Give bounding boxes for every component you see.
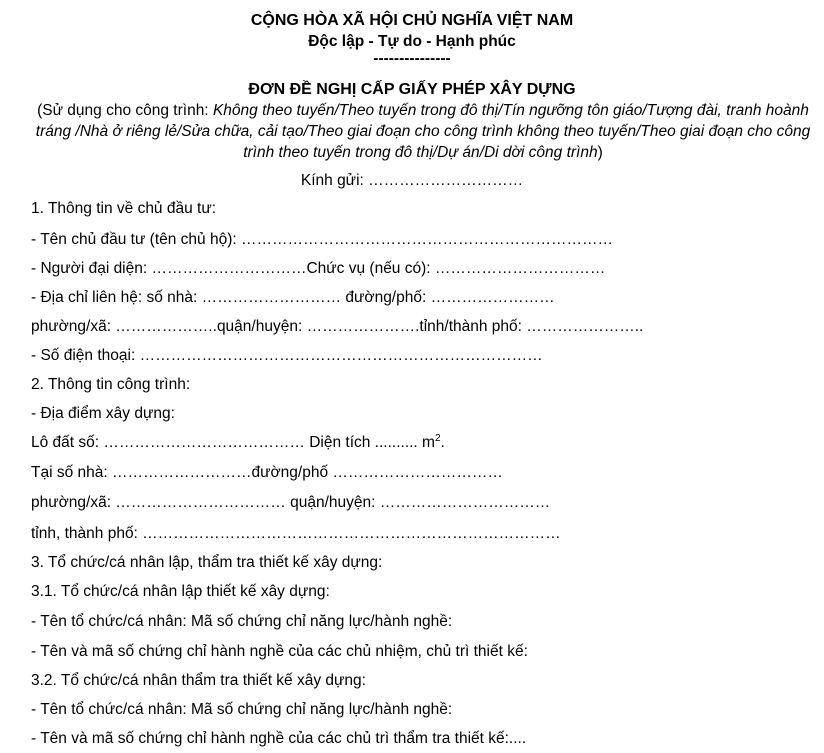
section3-title: 3. Tổ chức/cá nhân lập, thẩm tra thiết kế xây dựng: [31,554,383,571]
header-divider: --------------- [373,50,451,67]
site-district-field: quận/huyện: …………………………… [290,494,551,511]
lot-area-row [31,433,445,453]
national-motto: Độc lập - Tự do - Hạnh phúc [308,33,516,50]
usage-project-types: Không theo tuyến/Theo tuyến trong đô thị/Tín ngưỡng tôn giáo/Tượng đài, tranh hoành tráng /Nhà ở riêng lẻ/Sửa chữa, cải tạo/Theo giai đoạn cho công trình không theo tuyến/Theo giai đoạn cho công trình theo tuyến trong đô thị/Dự án/Di dời công trình [35,102,811,161]
lot-number-field: Lô đất số: ………………………………… [31,434,305,451]
position-field: Chức vụ (nếu có): …………………………… [306,260,606,277]
site-province-field: tỉnh, thành phố: ……………………………………………………………………… [31,525,561,542]
section1-title: 1. Thông tin về chủ đầu tư: [31,200,217,217]
area-unit-superscript: 2 [434,432,441,444]
site-ward-field: phường/xã: …………………………… [31,494,286,511]
ward-field: phường/xã: ……………….. [31,318,217,335]
representative-row [31,259,605,279]
section3-1-title: 3.1. Tổ chức/cá nhân lập thiết kế xây dựng: [31,583,330,600]
phone-field: - Số điện thoại: …………………………………………………………………… [31,347,543,364]
designer-org-field: - Tên tổ chức/cá nhân: Mã số chứng chỉ năng lực/hành nghề: [31,613,453,630]
section2-title: 2. Thông tin công trình: [31,376,191,393]
design-heads-field: - Tên và mã số chứng chỉ hành nghề của các chủ nhiệm, chủ trì thiết kế: [31,643,528,660]
province-field: tỉnh/thành phố: ………………….. [419,318,644,335]
house-number-field: - Địa chỉ liên hệ: số nhà: ……………………… [31,289,342,306]
representative-field: - Người đại diện: ………………………… [31,260,307,277]
owner-name-field: - Tên chủ đầu tư (tên chủ hộ): ……………………………………………………………… [31,231,613,248]
country-name-heading: CỘNG HÒA XÃ HỘI CHỦ NGHĨA VIỆT NAM [250,12,574,29]
recipient-line: Kính gửi: ………………………… [300,172,524,189]
construction-location-label: - Địa điểm xây dựng: [31,405,175,422]
usage-suffix: ) [597,144,603,161]
form-title: ĐƠN ĐỀ NGHỊ CẤP GIẤY PHÉP XÂY DỰNG [248,81,576,98]
site-address-row [31,463,503,483]
site-area-row [31,493,550,513]
usage-note [28,100,818,163]
street-field: đường/phố: …………………… [345,289,555,306]
usage-prefix: (Sử dụng cho công trình: [37,102,213,119]
section3-2-title: 3.2. Tổ chức/cá nhân thẩm tra thiết kế xây dựng: [31,672,366,689]
area-end: . [440,434,445,451]
review-heads-field: - Tên và mã số chứng chỉ hành nghề của các chủ trì thẩm tra thiết kế:.... [31,730,527,747]
address-row [31,288,555,308]
area-field: Diện tích .......... m [309,434,435,451]
site-house-number-field: Tại số nhà: ……………………… [31,464,252,481]
site-street-field: đường/phố …………………………… [251,464,503,481]
address-area-row [31,317,643,337]
district-field: quận/huyện: …………………. [216,318,420,335]
reviewer-org-field: - Tên tổ chức/cá nhân: Mã số chứng chỉ năng lực/hành nghề: [31,701,453,718]
